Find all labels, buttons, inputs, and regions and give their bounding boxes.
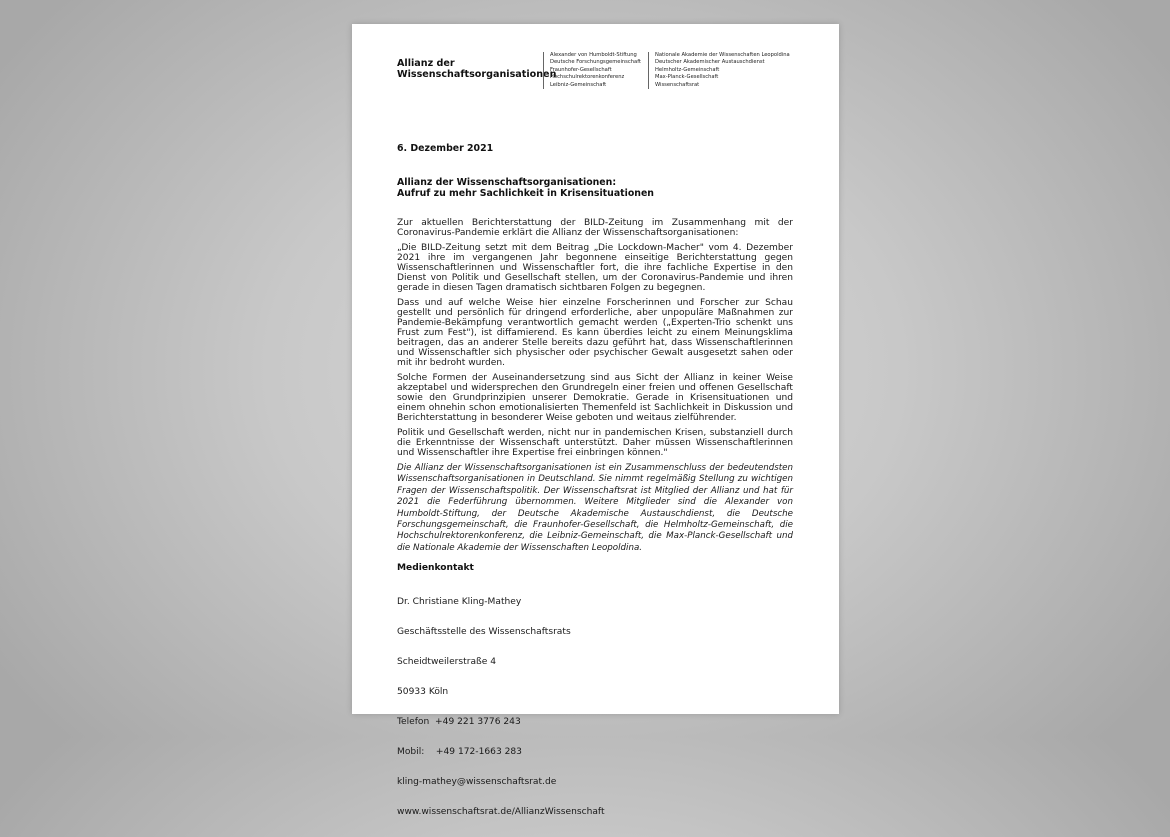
- member-list-1: [543, 52, 641, 89]
- document-date: 6. Dezember 2021: [397, 143, 494, 154]
- body-paragraph: Zur aktuellen Berichterstattung der BILD-Zeitung im Zusammenhang mit der Coronavirus-Pandemie erklärt die Allianz der Wissenschaftsorganisationen:: [397, 218, 793, 238]
- member-item: Deutscher Akademischer Austauschdienst: [655, 59, 765, 66]
- body-paragraph: „Die BILD-Zeitung setzt mit dem Beitrag „Die Lockdown-Macher" vom 4. Dezember 2021 ihre im vergangenen Jahr begonnene einseitige Berichterstattung gegen Wissenschaftlerinnen und Wissenschaftler fort, die ihre fachliche Expertise in den Dienst von Politik und Gesellschaft stellen, um der Coronavirus-Pandemie und ihren gerade in diesen Tagen dramatisch sichtbaren Folgen zu begegnen.: [397, 243, 793, 293]
- member-item: Helmholtz-Gemeinschaft: [655, 66, 720, 73]
- contact-heading: Medienkontakt: [397, 563, 474, 573]
- contact-name: Dr. Christiane Kling-Mathey: [397, 597, 522, 607]
- body-paragraph: Politik und Gesellschaft werden, nicht nur in pandemischen Krisen, substanziell durch die Erkenntnisse der Wissenschaft unterstützt. Daher müssen Wissenschaftlerinnen und Wissenschaftler ihre Expertise frei einbringen können.": [397, 428, 793, 458]
- member-item: Max-Planck-Gesellschaft: [655, 74, 719, 81]
- contact-city: 50933 Köln: [397, 687, 449, 697]
- member-item: Alexander von Humboldt-Stiftung: [550, 52, 637, 58]
- org-title-line2: Wissenschaftsorganisationen: [397, 69, 557, 80]
- member-item: Nationale Akademie der Wissenschaften Leopoldina: [655, 52, 790, 58]
- contact-email-link[interactable]: kling-mathey@wissenschaftsrat.de: [397, 777, 557, 787]
- body-paragraph: Dass und auf welche Weise hier einzelne Forscherinnen und Forscher zur Schau gestellt und persönlich für dringend erforderliche, aber unpopuläre Maßnahmen zur Pandemie-Bekämpfung verantwortlich gemacht werden („Experten-Trio schenkt uns Frust zum Fest"), ist diffamierend. Es kann überdies leicht zu einem Meinungsklima beitragen, das an anderer Stelle bereits dazu geführt hat, dass Wissenschaftlerinnen und Wissenschaftler sich physischer oder psychischer Gewalt ausgesetzt sahen oder mit ihr bedroht wurden.: [397, 298, 793, 368]
- contact-phone: Telefon +49 221 3776 243: [397, 717, 521, 727]
- member-item: Wissenschaftsrat: [655, 81, 700, 88]
- org-title-line1: Allianz der: [397, 58, 455, 69]
- member-item: Deutsche Forschungsgemeinschaft: [550, 59, 641, 66]
- body-paragraph: Solche Formen der Auseinandersetzung sind aus Sicht der Allianz in keiner Weise akzeptabel und widersprechen den Grundregeln einer freien und offenen Gesellschaft sowie den Grundprinzipien unserer Demokratie. Gerade in Krisensituationen und einem ohnehin schon emotionalisierten Themenfeld ist Sachlichkeit in Diskussion und Berichterstattung in besonderer Weise geboten und weitaus zielführender.: [397, 373, 793, 423]
- headline-line1: Allianz der Wissenschaftsorganisationen:: [397, 177, 617, 188]
- contact-street: Scheidtweilerstraße 4: [397, 657, 497, 667]
- contact-website-link[interactable]: www.wissenschaftsrat.de/AllianzWissenschaft: [397, 807, 605, 817]
- document-page: [352, 24, 839, 817]
- member-item: Leibniz-Gemeinschaft: [550, 81, 607, 88]
- contact-office: Geschäftsstelle des Wissenschaftsrats: [397, 627, 571, 637]
- body-text: [397, 218, 793, 463]
- org-title: [397, 58, 556, 80]
- headline: [397, 178, 654, 199]
- member-list-2: [648, 52, 790, 89]
- headline-line2: Aufruf zu mehr Sachlichkeit in Krisensituationen: [397, 187, 654, 199]
- contact-block: [397, 577, 605, 837]
- member-item: Hochschulrektorenkonferenz: [550, 74, 625, 81]
- about-alliance: Die Allianz der Wissenschaftsorganisationen ist ein Zusammenschluss der bedeutendsten Wissenschaftsorganisationen in Deutschland. Sie nimmt regelmäßig Stellung zu wichtigen Fragen der Wissenschaftspolitik. Der Wissenschaftsrat ist Mitglied der Allianz und hat für 2021 die Federführung übernommen. Weitere Mitglieder sind die Alexander von Humboldt-Stiftung, der Deutsche Akademische Austauschdienst, die Deutsche Forschungsgemeinschaft, die Fraunhofer-Gesellschaft, die Helmholtz-Gemeinschaft, die Hochschulrektorenkonferenz, die Leibniz-Gemeinschaft, die Max-Planck-Gesellschaft und die Nationale Akademie der Wissenschaften Leopoldina.: [397, 463, 793, 553]
- contact-mobile: Mobil: +49 172-1663 283: [397, 747, 522, 757]
- member-item: Fraunhofer-Gesellschaft: [550, 66, 612, 73]
